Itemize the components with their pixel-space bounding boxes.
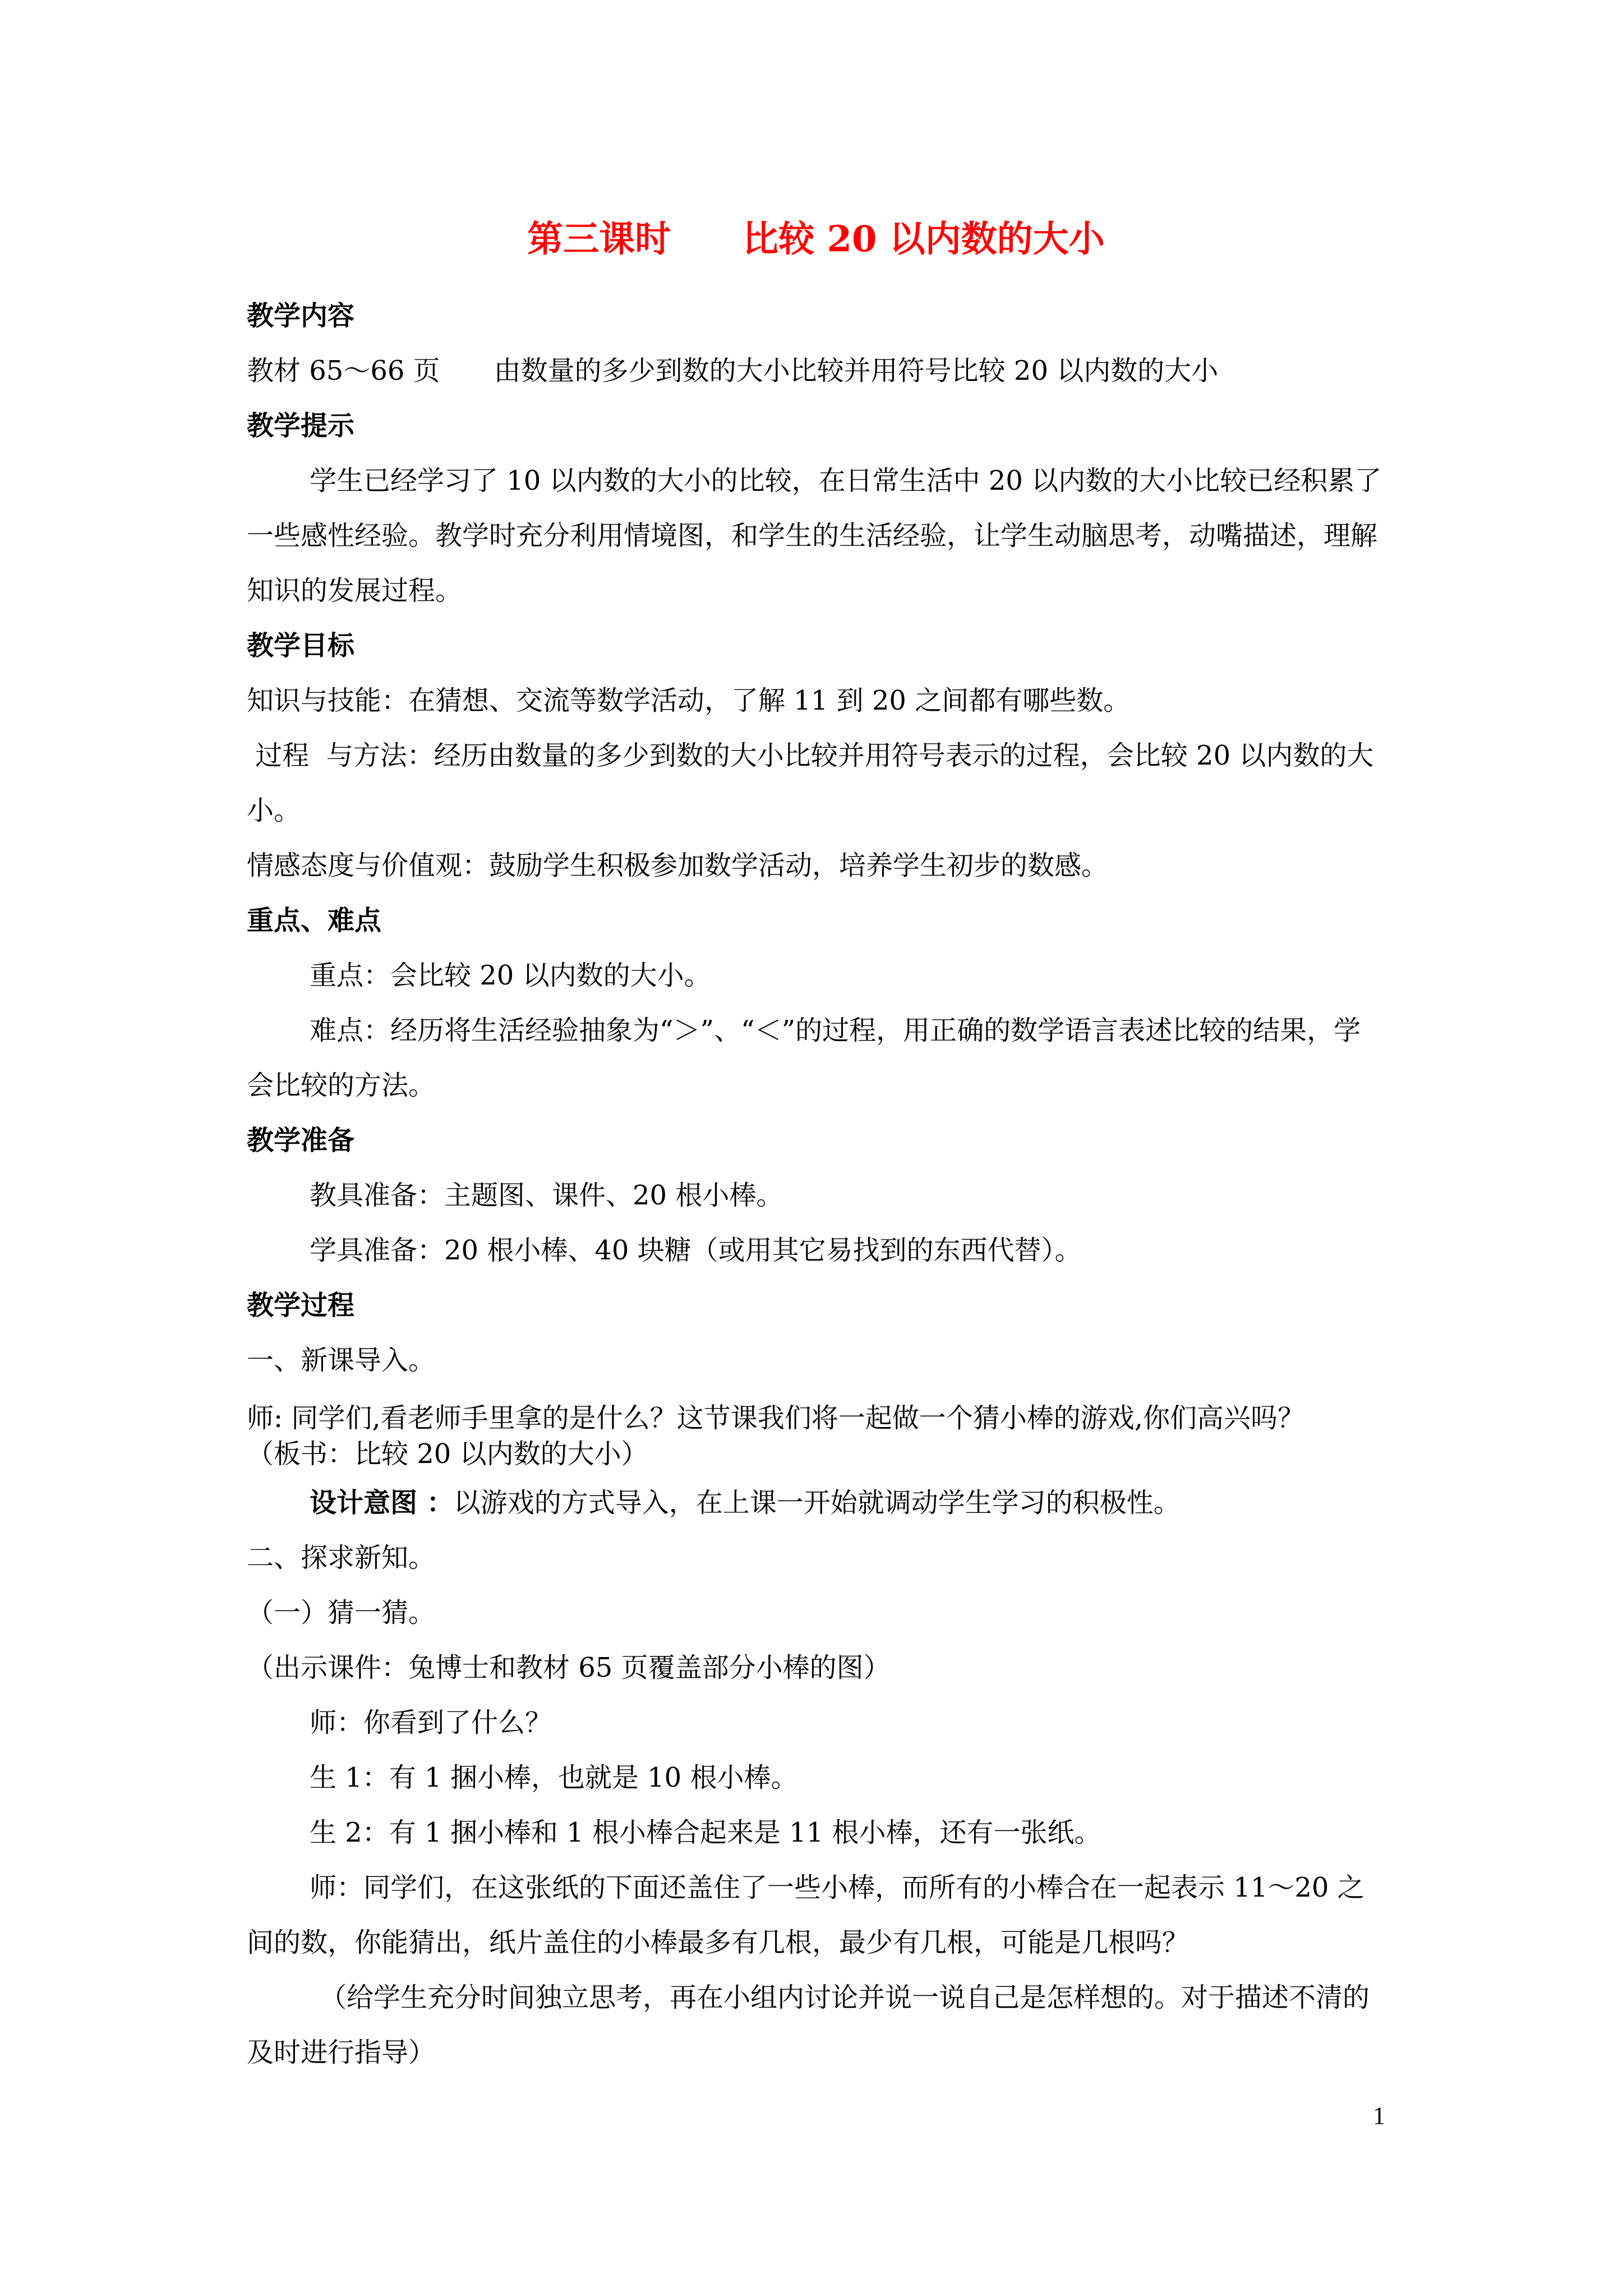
page-title: 第三课时 比较 20 以内数的大小 xyxy=(527,218,1105,260)
design-intent-label: 设计意图 ： xyxy=(310,1487,454,1519)
goal-process: 过程 与方法：经历由数量的多少到数的大小比较并用符号表示的过程，会比较 20 以内数的大小。 xyxy=(247,740,1374,826)
section-heading-hint: 教学提示 xyxy=(247,410,355,441)
section-heading-key: 重点、难点 xyxy=(247,905,382,936)
goal-knowledge: 知识与技能：在猜想、交流等数学活动，了解 11 到 20 之间都有哪些数。 xyxy=(247,685,1131,716)
dialog-student-2: 生 2：有 1 捆小棒和 1 根小棒合起来是 11 根小棒，还有一张纸。 xyxy=(310,1817,1101,1848)
document-body xyxy=(247,209,1385,2080)
section-heading-content: 教学内容 xyxy=(247,300,355,332)
key-point: 重点：会比较 20 以内数的大小。 xyxy=(310,960,711,991)
hint-paragraph: 学生已经学习了 10 以内数的大小的比较，在日常生活中 20 以内数的大小比较已经积累了一些感性经验。教学时充分利用情境图，和学生的生活经验，让学生动脑思考，动嘴描述，理解知识的发展过程。 xyxy=(247,465,1382,606)
page-number: 1 xyxy=(1373,2102,1385,2129)
content-text: 教材 65～66 页 由数量的多少到数的大小比较并用符号比较 20 以内数的大小 xyxy=(247,355,1219,386)
section-heading-process: 教学过程 xyxy=(247,1290,355,1321)
sub-guess: （一）猜一猜。 xyxy=(247,1597,436,1628)
dialog-student-1: 生 1：有 1 捆小棒，也就是 10 根小棒。 xyxy=(310,1762,798,1793)
design-intent xyxy=(247,1475,1385,1530)
design-intent-text: 以游戏的方式导入，在上课一开始就调动学生学习的积极性。 xyxy=(453,1487,1181,1519)
teacher-line: 师: 同学们,看老师手里拿的是什么？这节课我们将一起做一个猜小棒的游戏,你们高兴吗？ xyxy=(247,1402,1304,1434)
goal-emotion: 情感态度与价值观：鼓励学生积极参加数学活动，培养学生初步的数感。 xyxy=(247,850,1109,881)
dialog-note: （给学生充分时间独立思考，再在小组内讨论并说一说自己是怎样想的。对于描述不清的及时进行指导） xyxy=(247,1982,1370,2068)
courseware-note: （出示课件：兔博士和教材 65 页覆盖部分小棒的图） xyxy=(247,1652,891,1683)
section-heading-goal: 教学目标 xyxy=(247,630,355,661)
step-intro: 一、新课导入。 xyxy=(247,1345,436,1376)
step-explore: 二、探求新知。 xyxy=(247,1542,436,1573)
board-note: （板书：比较 20 以内数的大小） xyxy=(247,1438,648,1470)
prep-teacher: 教具准备：主题图、课件、20 根小棒。 xyxy=(310,1180,783,1211)
dialog-teacher-2: 师：同学们，在这张纸的下面还盖住了一些小棒，而所有的小棒合在一起表示 11～20 之间的数，你能猜出，纸片盖住的小棒最多有几根，最少有几根，可能是几根吗？ xyxy=(247,1872,1364,1958)
dialog-teacher-1: 师：你看到了什么？ xyxy=(310,1707,552,1738)
section-heading-prep: 教学准备 xyxy=(247,1125,355,1156)
prep-student: 学具准备：20 根小棒、40 块糖（或用其它易找到的东西代替）。 xyxy=(310,1235,1082,1266)
difficult-point: 难点：经历将生活经验抽象为“＞”、“＜”的过程，用正确的数学语言表述比较的结果，学会比较的方法。 xyxy=(247,1015,1361,1101)
